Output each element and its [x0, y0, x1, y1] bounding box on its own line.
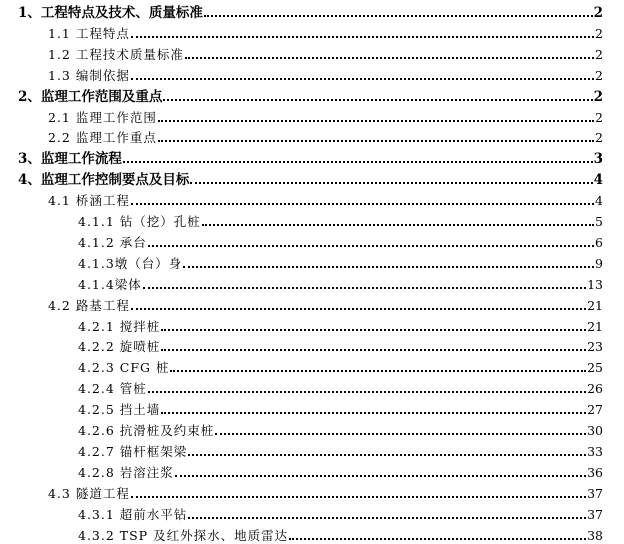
toc-entry-title: 3、监理工作流程: [18, 151, 122, 168]
toc-entry[interactable]: [78, 397, 603, 418]
toc-entry[interactable]: [48, 481, 603, 502]
toc-entry-title: 4.2.1 搅拌桩: [78, 318, 161, 334]
toc-entry-page-number: 2: [595, 130, 603, 146]
dot-leader: [185, 57, 594, 59]
toc-entry-title: 4.2.8 岩溶注浆: [78, 464, 174, 480]
toc-entry-title: 4.1 桥涵工程: [48, 193, 130, 209]
toc-entry-page-number: 25: [587, 360, 603, 376]
dot-leader: [158, 140, 594, 142]
dot-leader: [131, 78, 594, 80]
dot-leader: [123, 161, 593, 163]
dot-leader: [161, 412, 586, 414]
toc-entry[interactable]: [18, 0, 603, 21]
toc-entry-page-number: 4: [595, 193, 603, 209]
toc-entry[interactable]: [78, 418, 603, 439]
toc-entry-page-number: 23: [587, 339, 603, 355]
toc-entry-page-number: 2: [593, 88, 603, 105]
toc-entry[interactable]: [48, 21, 603, 42]
dot-leader: [204, 15, 593, 17]
toc-entry-title: 4.3 隧道工程: [48, 485, 130, 501]
toc-entry-title: 4.1.1 钻（挖）孔桩: [78, 214, 201, 229]
dot-leader: [289, 538, 586, 540]
toc-entry-page-number: 33: [587, 443, 603, 459]
toc-entry-title: 4、监理工作控制要点及目标: [18, 172, 190, 189]
toc-entry[interactable]: [18, 84, 603, 105]
dot-leader: [158, 120, 594, 122]
dot-leader: [202, 224, 594, 226]
dot-leader: [148, 391, 586, 393]
toc-entry[interactable]: [78, 460, 603, 481]
dot-leader: [161, 349, 586, 351]
dot-leader: [131, 36, 594, 38]
toc-entry-title: 2、监理工作范围及重点: [18, 88, 163, 105]
toc-entry[interactable]: [78, 209, 603, 230]
toc-entry[interactable]: [78, 251, 603, 272]
toc-entry-page-number: 36: [587, 464, 603, 480]
toc-entry[interactable]: [78, 355, 603, 376]
toc-entry-title: 4.3.2 TSP 及红外探水、地质雷达: [78, 527, 289, 543]
toc-entry-title: 4.1.2 承台: [78, 234, 147, 250]
toc-entry[interactable]: [48, 188, 603, 209]
dot-leader: [148, 245, 594, 247]
toc-entry-page-number: 6: [595, 234, 603, 250]
dot-leader: [188, 454, 586, 456]
toc-entry-title: 2.2 监理工作重点: [48, 130, 157, 146]
toc-entry[interactable]: [78, 334, 603, 355]
toc-entry[interactable]: [48, 125, 603, 146]
toc-entry[interactable]: [78, 272, 603, 293]
toc-entry-page-number: 3: [593, 151, 603, 168]
toc-entry-title: 4.2.6 抗滑桩及约束桩: [78, 423, 215, 438]
toc-entry-title: 1.2 工程技术质量标准: [48, 46, 184, 62]
toc-entry-page-number: 9: [595, 255, 603, 271]
toc-entry-title: 4.2.3 CFG 桩: [78, 360, 170, 376]
toc-entry[interactable]: [48, 293, 603, 314]
dot-leader: [131, 496, 586, 498]
toc-entry-page-number: 38: [587, 527, 603, 543]
toc-entry[interactable]: [78, 439, 603, 460]
toc-entry[interactable]: [48, 42, 603, 63]
toc-entry-page-number: 2: [593, 5, 603, 21]
toc-entry-title: 4.2.2 旋喷桩: [78, 339, 161, 355]
dot-leader: [175, 475, 586, 477]
toc-entry-page-number: 37: [587, 506, 603, 522]
toc-entry-page-number: 30: [587, 423, 603, 438]
toc-entry-title: 4.1.3墩（台）身: [78, 255, 183, 271]
toc-entry[interactable]: [18, 167, 603, 188]
toc-entry-page-number: 26: [587, 381, 603, 397]
toc-entry[interactable]: [78, 230, 603, 251]
toc-entry-title: 4.3.1 超前水平钻: [78, 506, 188, 522]
dot-leader: [143, 287, 586, 289]
toc-entry-title: 4.1.4梁体: [78, 276, 142, 292]
dot-leader: [215, 433, 586, 435]
dot-leader: [188, 517, 586, 519]
toc-entry[interactable]: [78, 314, 603, 335]
toc-entry[interactable]: [48, 105, 603, 126]
dot-leader: [131, 203, 594, 205]
toc-entry[interactable]: [78, 523, 603, 544]
toc-entry-title: 4.2.5 挡土墙: [78, 402, 161, 418]
toc-entry-title: 4.2 路基工程: [48, 297, 130, 313]
toc-entry[interactable]: [78, 376, 603, 397]
toc-entry-page-number: 5: [595, 214, 603, 229]
toc-entry-page-number: 2: [595, 67, 603, 83]
toc-entry[interactable]: [18, 146, 603, 167]
toc-entry-title: 4.2.4 管桩: [78, 381, 147, 397]
dot-leader: [190, 182, 592, 184]
toc-entry[interactable]: [48, 63, 603, 84]
toc-entry-page-number: 21: [587, 318, 603, 334]
toc-entry-page-number: 27: [587, 402, 603, 418]
toc-entry-page-number: 2: [595, 46, 603, 62]
dot-leader: [183, 266, 594, 268]
toc-entry-page-number: 13: [587, 276, 603, 292]
toc-entry-page-number: 21: [587, 297, 603, 313]
toc-entry-page-number: 37: [587, 485, 603, 501]
toc-entry-title: 1.3 编制依据: [48, 67, 130, 83]
dot-leader: [131, 308, 586, 310]
toc-entry[interactable]: [78, 502, 603, 523]
dot-leader: [161, 329, 586, 331]
toc-entry-title: 1.1 工程特点: [48, 25, 130, 41]
toc-entry-page-number: 4: [593, 172, 603, 189]
toc-entry-title: 4.2.7 锚杆框架梁: [78, 443, 188, 459]
dot-leader: [170, 370, 586, 372]
toc-entry-title: 1、工程特点及技术、质量标准: [18, 5, 203, 21]
toc-entry-page-number: 2: [595, 25, 603, 41]
toc-entry-page-number: 2: [595, 109, 603, 125]
dot-leader: [163, 99, 592, 101]
toc-entry-title: 2.1 监理工作范围: [48, 109, 157, 125]
